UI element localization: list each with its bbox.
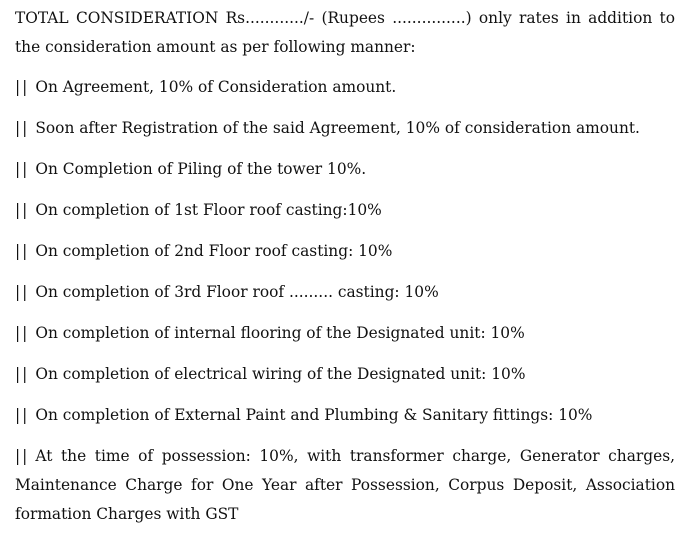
item-text: Soon after Registration of the said Agreement, 10% of consideration amount. [35, 119, 640, 137]
item-marker: || [15, 119, 30, 137]
item-marker: || [15, 283, 30, 301]
schedule-item-external-paint [15, 401, 675, 430]
schedule-item-possession [15, 442, 675, 529]
item-text: At the time of possession: 10%, with transformer charge, Generator charges, Maintenance Charge for One Year after Possession, Corpus Deposit, Association formation Charges with GST [15, 447, 675, 523]
schedule-item-piling [15, 155, 675, 184]
schedule-item-second-floor [15, 237, 675, 266]
item-text: On completion of 2nd Floor roof casting: 10% [35, 242, 393, 260]
schedule-item-electrical-wiring [15, 360, 675, 389]
schedule-item-registration [15, 114, 675, 143]
schedule-item-first-floor [15, 196, 675, 225]
payment-schedule-document [15, 4, 675, 529]
item-marker: || [15, 78, 30, 96]
item-text: On completion of 3rd Floor roof ......... casting: 10% [35, 283, 439, 301]
schedule-item-internal-flooring [15, 319, 675, 348]
schedule-item-agreement [15, 73, 675, 102]
item-text: On Completion of Piling of the tower 10%. [35, 160, 367, 178]
schedule-item-third-floor [15, 278, 675, 307]
item-marker: || [15, 201, 30, 219]
item-text: On completion of External Paint and Plumbing & Sanitary fittings: 10% [35, 406, 593, 424]
item-marker: || [15, 447, 30, 465]
item-marker: || [15, 365, 30, 383]
intro-paragraph: TOTAL CONSIDERATION Rs............/- (Rupees ...............) only rates in addition to the consideration amount as per following manner: [15, 9, 675, 56]
item-text: On Agreement, 10% of Consideration amount. [35, 78, 397, 96]
item-marker: || [15, 242, 30, 260]
item-marker: || [15, 324, 30, 342]
item-marker: || [15, 406, 30, 424]
item-text: On completion of 1st Floor roof casting:10% [35, 201, 382, 219]
item-text: On completion of electrical wiring of the Designated unit: 10% [35, 365, 526, 383]
item-text: On completion of internal flooring of the Designated unit: 10% [35, 324, 525, 342]
item-marker: || [15, 160, 30, 178]
